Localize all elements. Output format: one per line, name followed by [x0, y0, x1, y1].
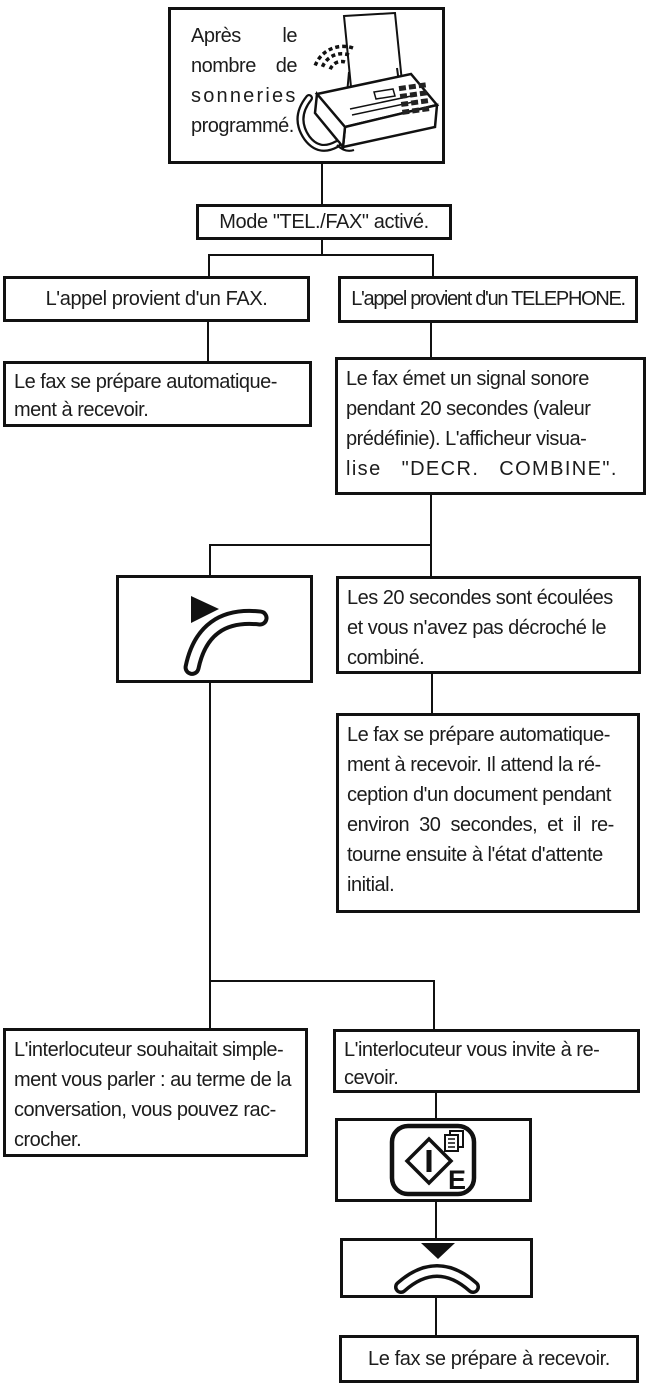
step-fax-prepares-receive-label: Le fax se prépare à recevoir. — [368, 1347, 610, 1370]
connector-line — [321, 161, 323, 204]
text-line: crocher. — [14, 1129, 82, 1151]
text-line: Les 20 secondes sont écoulées — [347, 587, 613, 609]
text-line: Le fax émet un signal sonore — [346, 368, 589, 390]
text-line: ment à recevoir. — [14, 399, 149, 421]
text-line: Le fax se prépare automatique- — [14, 371, 277, 393]
step-caller-invites-receive — [333, 1029, 640, 1093]
step-fax-waits-30s — [336, 713, 640, 913]
connector-line — [208, 254, 434, 256]
handset-hangup-icon — [343, 1241, 530, 1295]
text-line: pendant 20 secondes (valeur — [346, 398, 591, 420]
text-line: combiné. — [347, 647, 425, 669]
text-line: cevoir. — [344, 1067, 399, 1089]
step-after-rings-text — [191, 21, 297, 141]
text-line: tourne ensuite à l'état d'attente — [347, 844, 603, 866]
connector-line — [207, 322, 209, 361]
text-line: nombre de — [191, 55, 297, 77]
step-fax-prepares-auto — [3, 361, 312, 427]
text-line: lise "DECR. COMBINE". — [346, 458, 618, 480]
text-line: environ 30 secondes, et il re- — [347, 814, 614, 836]
step-call-from-fax — [3, 276, 310, 322]
text-line: prédéfinie). L'afficheur visua- — [346, 428, 587, 450]
connector-line — [433, 980, 435, 1029]
connector-line — [208, 254, 210, 276]
connector-line — [209, 544, 211, 575]
connector-line — [430, 495, 432, 576]
text-line: Le fax se prépare automatique- — [347, 724, 610, 746]
start-key-icon — [338, 1121, 529, 1199]
connector-line — [209, 544, 430, 546]
step-mode-telfax-label: Mode "TEL./FAX" activé. — [219, 210, 429, 233]
text-line: ment à recevoir. Il attend la ré- — [347, 754, 601, 776]
text-line: conversation, vous pouvez rac- — [14, 1099, 276, 1121]
step-pick-up-handset — [116, 575, 313, 683]
step-caller-wanted-to-talk — [3, 1028, 308, 1157]
text-line: sonneries — [191, 85, 298, 107]
step-press-start-key — [335, 1118, 532, 1202]
start-key-letter: E — [448, 1165, 467, 1195]
text-line: L'interlocuteur souhaitait simple- — [14, 1039, 284, 1061]
step-fax-prepares-receive — [339, 1335, 639, 1383]
text-line: programmé. — [191, 115, 294, 137]
step-after-rings — [168, 7, 445, 164]
step-call-from-fax-label: L'appel provient d'un FAX. — [45, 287, 268, 310]
step-hang-up-handset — [340, 1238, 533, 1298]
step-audible-signal — [335, 357, 646, 495]
text-line: et vous n'avez pas décroché le — [347, 617, 606, 639]
handset-lift-icon — [119, 578, 310, 680]
step-mode-telfax — [196, 204, 452, 240]
text-line: initial. — [347, 874, 395, 896]
text-line: ception d'un document pendant — [347, 784, 611, 806]
connector-line — [435, 1093, 437, 1118]
text-line: ment vous parler : au terme de la — [14, 1069, 291, 1091]
connector-line — [430, 323, 432, 357]
connector-line — [435, 1202, 437, 1238]
step-timeout-20s — [336, 576, 641, 674]
connector-line — [209, 980, 435, 982]
connector-line — [431, 674, 433, 713]
text-line: Après le — [191, 25, 297, 47]
step-call-from-telephone — [338, 276, 638, 323]
text-line: L'interlocuteur vous invite à re- — [344, 1039, 600, 1061]
connector-line — [432, 254, 434, 276]
fax-machine-ringing-icon — [289, 12, 444, 162]
connector-line — [209, 683, 211, 1028]
step-call-from-telephone-label: L'appel provient d'un TELEPHONE. — [351, 288, 625, 310]
connector-line — [435, 1298, 437, 1335]
